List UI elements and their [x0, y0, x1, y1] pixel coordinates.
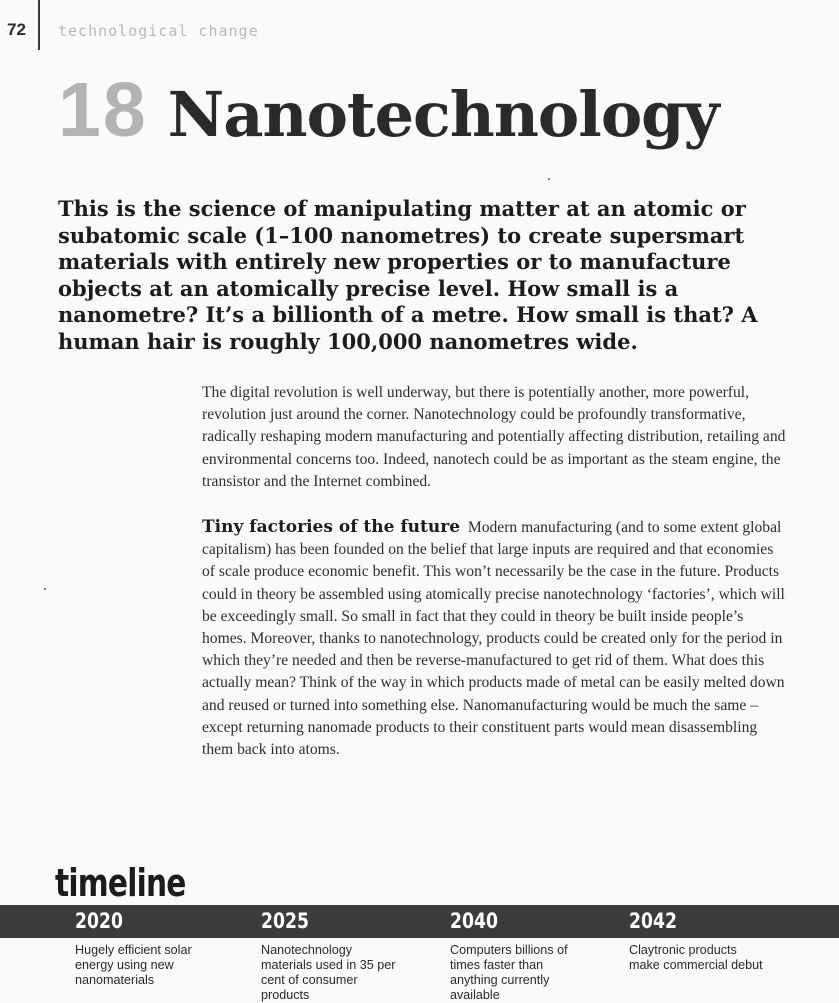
body-paragraph-text: Modern manufacturing (and to some extent global capitalism) has been founded on the belief that large inputs are required and that economies of scale produce economic benefit. This won’t necessarily be the case in the future. Products could in theory be assembled using atomically precise nanotechnology ‘factories’, which will be exceedingly small. So small in fact that they could in theory be built inside people’s homes. Moreover, thanks to nanotechnology, products could be created only for the period in which they’re needed and then be reverse-manufactured to get rid of them. What does this actually mean? Think of the way in which products made of metal can be easily melted down and reused or turned into something else. Nanomanufacturing would be much the same – except returning nanomade products to their constituent parts would mean disassembling them back into atoms. — [202, 519, 785, 759]
intro-paragraph: This is the science of manipulating matter at an atomic or subatomic scale (1–100 nanometres) to create supersmart materials with entirely new properties or to manufacture objects at an atomically precise level. How small is a nanometre? It’s a billionth of a metre. How small is that? A human hair is roughly 100,000 nanometres wide. — [58, 196, 758, 354]
chapter-name: Nanotechnology — [167, 78, 719, 151]
print-speck — [548, 178, 550, 180]
chapter-title — [58, 67, 719, 153]
subheading: Tiny factories of the future — [202, 517, 461, 538]
timeline-year: 2040 — [450, 909, 498, 933]
timeline-entry-text: Hugely efficient solar energy using new nanomaterials — [75, 943, 192, 987]
timeline-year: 2020 — [75, 909, 123, 933]
body-paragraph: The digital revolution is well underway, but there is potentially another, more powerful, revolution just around the corner. Nanotechnology could be profoundly transformative, radically reshaping modern manufacturing and potentially affecting distribution, retailing and environmental concerns too. Indeed, nanotech could be as important as the steam engine, the transistor and the Internet combined. — [202, 384, 786, 490]
body-text — [202, 382, 787, 761]
page-number: 72 — [7, 20, 26, 39]
header-divider — [38, 0, 40, 50]
timeline-entry-text: Nanotechnology materials used in 35 per cent of consumer products — [261, 943, 396, 1002]
running-header — [0, 14, 400, 48]
timeline-heading: timeline — [55, 861, 186, 905]
timeline-band — [0, 905, 839, 938]
timeline-year: 2042 — [629, 909, 677, 933]
body-paragraph — [202, 516, 787, 761]
timeline-year: 2025 — [261, 909, 309, 933]
print-speck — [44, 588, 46, 590]
timeline-entry-text: Claytronic products make commercial debut — [629, 943, 763, 972]
chapter-number: 18 — [58, 67, 148, 153]
timeline-entry-text: Computers billions of times faster than anything currently available — [450, 943, 568, 1002]
section-label: technological change — [58, 22, 259, 40]
